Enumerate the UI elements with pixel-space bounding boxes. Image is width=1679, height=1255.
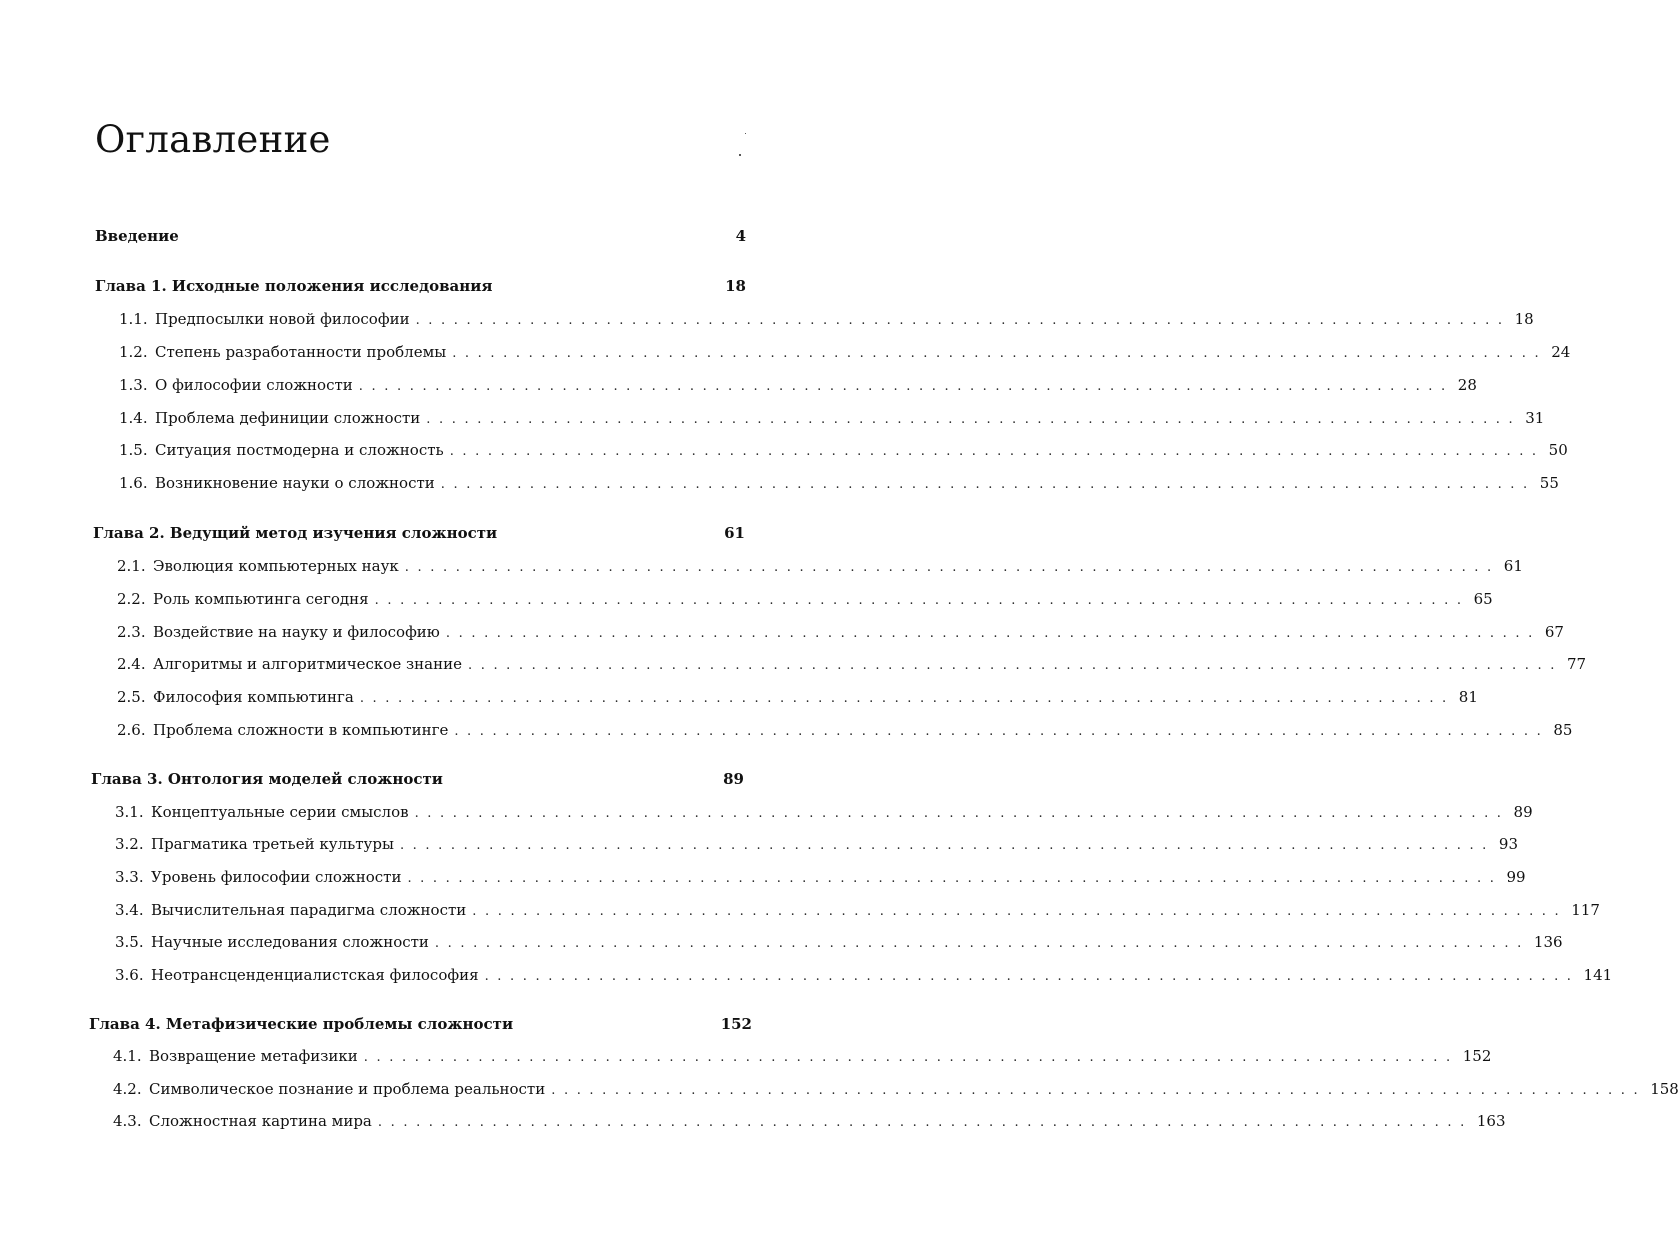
dot-leader: ...................................................................................... <box>467 658 1563 673</box>
section-page: 77 <box>1566 655 1587 673</box>
section-page: 24 <box>1551 343 1571 361</box>
section-title: Прагматика третьей культуры <box>151 835 394 853</box>
section-page: 117 <box>1571 901 1600 919</box>
toc-section-2-6[interactable] <box>117 720 1573 740</box>
section-title: Возникновение науки о сложности <box>155 474 435 492</box>
toc-section-2-5[interactable] <box>117 687 1478 707</box>
chapter-title: Глава 1. Исходные положения исследования <box>95 277 493 295</box>
section-page: 136 <box>1533 933 1563 951</box>
toc-section-3-1[interactable] <box>115 802 1533 822</box>
section-page: 152 <box>1462 1047 1492 1065</box>
section-number: 3.6. <box>115 966 144 984</box>
section-number: 2.5. <box>117 688 146 706</box>
section-number: 2.1. <box>117 557 146 575</box>
chapter-title: Глава 2. Ведущий метод изучения сложности <box>93 524 498 542</box>
chapter-title: Глава 3. Онтология моделей сложности <box>91 770 443 788</box>
section-number: 1.5. <box>119 441 148 459</box>
toc-chapter-3[interactable] <box>91 769 744 789</box>
chapter-page: 61 <box>724 524 745 542</box>
chapter-page: 152 <box>720 1015 752 1033</box>
toc-section-2-4[interactable] <box>117 654 1587 674</box>
section-page: 65 <box>1473 590 1493 608</box>
section-page: 99 <box>1506 868 1526 886</box>
section-title: Возвращение метафизики <box>149 1047 358 1065</box>
page-title: Оглавление <box>95 118 331 161</box>
dot-leader: ...................................................................................... <box>484 969 1580 984</box>
toc-section-4-2[interactable] <box>113 1079 1679 1099</box>
section-number: 4.2. <box>113 1080 142 1098</box>
section-page: 31 <box>1525 409 1545 427</box>
section-title: Научные исследования сложности <box>151 933 429 951</box>
section-title: Степень разработанности проблемы <box>155 343 447 361</box>
section-page: 55 <box>1539 474 1559 492</box>
section-page: 89 <box>1513 803 1533 821</box>
section-number: 2.4. <box>117 655 146 673</box>
section-page: 67 <box>1544 623 1564 641</box>
section-number: 1.6. <box>119 474 148 492</box>
dot-leader: ...................................................................................... <box>445 626 1541 641</box>
section-number: 4.3. <box>113 1112 142 1130</box>
print-speck <box>739 154 741 156</box>
section-title: Неотрансценденциалистская философия <box>151 966 479 984</box>
toc-section-4-3[interactable] <box>113 1111 1506 1131</box>
dot-leader: ...................................................................................... <box>452 346 1548 361</box>
section-page: 93 <box>1498 835 1519 853</box>
section-title: Уровень философии сложности <box>151 868 402 886</box>
dot-leader: ...................................................................................... <box>551 1083 1647 1098</box>
section-number: 3.1. <box>115 803 144 821</box>
dot-leader: ...................................................................................... <box>415 313 1511 328</box>
toc-section-3-3[interactable] <box>115 867 1526 887</box>
dot-leader: ...................................................................................... <box>399 838 1495 853</box>
toc-section-4-1[interactable] <box>113 1046 1492 1066</box>
print-speck <box>745 133 746 134</box>
dot-leader: ...................................................................................... <box>377 1115 1473 1130</box>
section-page: 163 <box>1476 1112 1506 1130</box>
toc-chapter-2[interactable] <box>93 523 745 543</box>
section-number: 3.2. <box>115 835 144 853</box>
section-title: Роль компьютинга сегодня <box>153 590 369 608</box>
section-title: Сложностная картина мира <box>149 1112 372 1130</box>
dot-leader: ...................................................................................... <box>414 806 1510 821</box>
dot-leader: ...................................................................................... <box>374 593 1470 608</box>
toc-section-2-3[interactable] <box>117 622 1564 642</box>
section-title: О философии сложности <box>155 376 353 394</box>
dot-leader: ...................................................................................... <box>407 871 1503 886</box>
dot-leader: ...................................................................................... <box>358 379 1454 394</box>
section-number: 4.1. <box>113 1047 142 1065</box>
section-number: 2.6. <box>117 721 146 739</box>
toc-section-3-4[interactable] <box>115 900 1600 920</box>
section-number: 3.3. <box>115 868 144 886</box>
section-title: Философия компьютинга <box>153 688 354 706</box>
section-title: Символическое познание и проблема реальности <box>149 1080 546 1098</box>
toc-section-1-3[interactable] <box>119 375 1477 395</box>
section-title: Вычислительная парадигма сложности <box>151 901 467 919</box>
toc-section-2-1[interactable] <box>117 556 1523 576</box>
toc-section-1-1[interactable] <box>119 309 1534 329</box>
section-title: Проблема сложности в компьютинге <box>153 721 449 739</box>
section-page: 85 <box>1553 721 1573 739</box>
dot-leader: ...................................................................................... <box>434 936 1530 951</box>
section-title: Проблема дефиниции сложности <box>155 409 421 427</box>
section-number: 2.2. <box>117 590 146 608</box>
dot-leader: ...................................................................................... <box>449 444 1545 459</box>
dot-leader: ...................................................................................... <box>359 691 1455 706</box>
dot-leader: ...................................................................................... <box>440 477 1536 492</box>
section-title: Алгоритмы и алгоритмическое знание <box>153 655 462 673</box>
chapter-page: 18 <box>725 277 746 295</box>
section-number: 1.1. <box>119 310 148 328</box>
section-page: 50 <box>1548 441 1568 459</box>
section-number: 3.5. <box>115 933 144 951</box>
intro-page: 4 <box>735 227 746 245</box>
section-number: 1.4. <box>119 409 148 427</box>
section-page: 81 <box>1458 688 1478 706</box>
toc-section-3-2[interactable] <box>115 834 1519 854</box>
dot-leader: ...................................................................................... <box>454 724 1550 739</box>
section-number: 1.2. <box>119 343 148 361</box>
toc-section-1-2[interactable] <box>119 342 1571 362</box>
dot-leader: ...................................................................................... <box>404 560 1500 575</box>
section-title: Предпосылки новой философии <box>155 310 410 328</box>
section-number: 1.3. <box>119 376 148 394</box>
dot-leader: ...................................................................................... <box>472 904 1568 919</box>
chapter-title: Глава 4. Метафизические проблемы сложности <box>89 1015 514 1033</box>
toc-intro[interactable] <box>95 226 746 246</box>
section-page: 28 <box>1457 376 1477 394</box>
section-page: 158 <box>1650 1080 1679 1098</box>
intro-label: Введение <box>95 227 179 245</box>
toc-section-1-4[interactable] <box>119 408 1545 428</box>
section-page: 18 <box>1514 310 1534 328</box>
section-number: 2.3. <box>117 623 146 641</box>
toc-section-2-2[interactable] <box>117 589 1493 609</box>
section-title: Концептуальные серии смыслов <box>151 803 409 821</box>
section-page: 141 <box>1583 966 1613 984</box>
toc-chapter-4[interactable] <box>89 1014 752 1034</box>
toc-section-3-5[interactable] <box>115 932 1563 952</box>
toc-section-1-5[interactable] <box>119 440 1568 460</box>
dot-leader: ...................................................................................... <box>426 412 1522 427</box>
toc-chapter-1[interactable] <box>95 276 746 296</box>
section-title: Эволюция компьютерных наук <box>153 557 399 575</box>
dot-leader: ...................................................................................... <box>363 1050 1459 1065</box>
toc-section-1-6[interactable] <box>119 473 1559 493</box>
section-page: 61 <box>1503 557 1523 575</box>
section-title: Ситуация постмодерна и сложность <box>155 441 444 459</box>
toc-section-3-6[interactable] <box>115 965 1613 985</box>
chapter-page: 89 <box>723 770 744 788</box>
section-title: Воздействие на науку и философию <box>153 623 440 641</box>
section-number: 3.4. <box>115 901 144 919</box>
